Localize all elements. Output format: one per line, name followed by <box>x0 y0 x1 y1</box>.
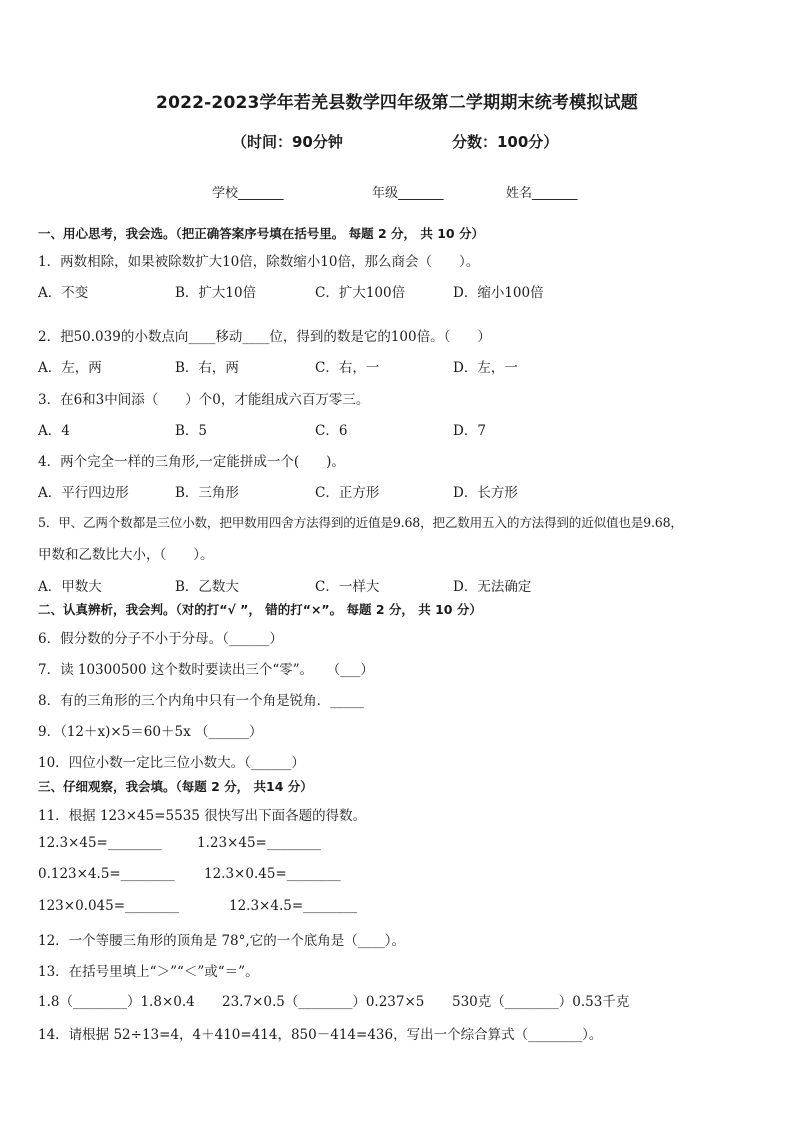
q1-option-a: A．不变 <box>38 285 89 301</box>
q2-option-b: B．右，两 <box>175 360 239 376</box>
q11-item-4: 12.3×0.45=________ <box>204 866 341 882</box>
section-1-heading: 一、用心思考，我会选。（把正确答案序号填在括号里。 每题 2 分， 共 10 分） <box>38 226 484 241</box>
section-3-heading: 三、仔细观察，我会填。（每题 2 分， 共14 分） <box>38 779 313 794</box>
grade-field: 年级_______ <box>372 186 444 201</box>
q2-option-c: C．右，一 <box>315 360 380 376</box>
question-1: 1．两数相除，如果被除数扩大10倍，除数缩小10倍，那么商会（ ）。 <box>38 254 480 270</box>
q5-option-a: A．甲数大 <box>38 579 102 595</box>
q13-item-1: 1.8（________）1.8×0.4 <box>38 994 195 1010</box>
question-11: 11．根据 123×45=5535 很快写出下面各题的得数。 <box>38 808 367 824</box>
question-3: 3．在6和3中间添（ ）个0，才能组成六百万零三。 <box>38 392 370 408</box>
question-14: 14．请根据 52÷13=4，4＋410=414，850－414=436，写出一个综合算式（________）。 <box>38 1027 603 1043</box>
exam-time: （时间：90分钟 <box>232 133 343 151</box>
q4-option-a: A．平行四边形 <box>38 485 129 501</box>
q11-item-3: 0.123×4.5=________ <box>38 866 175 882</box>
section-2-heading: 二、认真辨析，我会判。（对的打“√ ”， 错的打“×”。 每题 2 分， 共 10 分） <box>38 602 482 617</box>
q5-option-d: D．无法确定 <box>453 579 532 595</box>
q3-option-a: A．4 <box>38 423 70 439</box>
q3-option-b: B．5 <box>175 423 208 439</box>
q1-option-c: C．扩大100倍 <box>315 285 406 301</box>
question-9: 9．（12＋x)×5＝60＋5x （______） <box>38 724 263 740</box>
q13-item-2: 23.7×0.5（________）0.237×5 <box>222 994 425 1010</box>
q1-option-b: B．扩大10倍 <box>175 285 257 301</box>
q2-option-a: A．左，两 <box>38 360 102 376</box>
school-field: 学校_______ <box>212 186 284 201</box>
question-13: 13．在括号里填上“＞”“＜”或“＝”。 <box>38 964 259 980</box>
question-8: 8．有的三角形的三个内角中只有一个角是锐角．_____ <box>38 693 364 709</box>
q13-item-3: 530克（________）0.53千克 <box>452 994 630 1010</box>
name-field: 姓名_______ <box>506 186 578 201</box>
q11-item-5: 123×0.045=________ <box>38 898 180 914</box>
question-4: 4．两个完全一样的三角形,一定能拼成一个( )。 <box>38 454 345 470</box>
q3-option-c: C．6 <box>315 423 348 439</box>
q11-item-2: 1.23×45=________ <box>197 835 321 851</box>
exam-score: 分数：100分） <box>452 133 559 151</box>
question-6: 6．假分数的分子不小于分母。（______） <box>38 631 283 647</box>
question-10: 10．四位小数一定比三位小数大。（______） <box>38 755 305 771</box>
q11-item-6: 12.3×4.5=________ <box>229 898 358 914</box>
question-7: 7．读 10300500 这个数时要读出三个“零”。 （___） <box>38 662 374 678</box>
q4-option-b: B．三角形 <box>175 485 239 501</box>
question-5-line-2: 甲数和乙数比大小，（ ）。 <box>38 547 214 563</box>
q3-option-d: D．7 <box>453 423 486 439</box>
exam-title: 2022-2023学年若羌县数学四年级第二学期期末统考模拟试题 <box>156 93 638 113</box>
q4-option-c: C．正方形 <box>315 485 380 501</box>
question-12: 12．一个等腰三角形的顶角是 78°,它的一个底角是（____）。 <box>38 933 405 949</box>
q11-item-1: 12.3×45=________ <box>38 835 162 851</box>
q5-option-c: C．一样大 <box>315 579 380 595</box>
question-5-line-1: 5．甲、乙两个数都是三位小数，把甲数用四舍方法得到的近值是9.68，把乙数用五入的方法得到的近似值也是9.68， <box>38 515 683 530</box>
q5-option-b: B．乙数大 <box>175 579 239 595</box>
question-2: 2．把50.039的小数点向____移动____位，得到的数是它的100倍。（ ） <box>38 329 491 345</box>
q4-option-d: D．长方形 <box>453 485 518 501</box>
q1-option-d: D．缩小100倍 <box>453 285 544 301</box>
q2-option-d: D．左，一 <box>453 360 518 376</box>
